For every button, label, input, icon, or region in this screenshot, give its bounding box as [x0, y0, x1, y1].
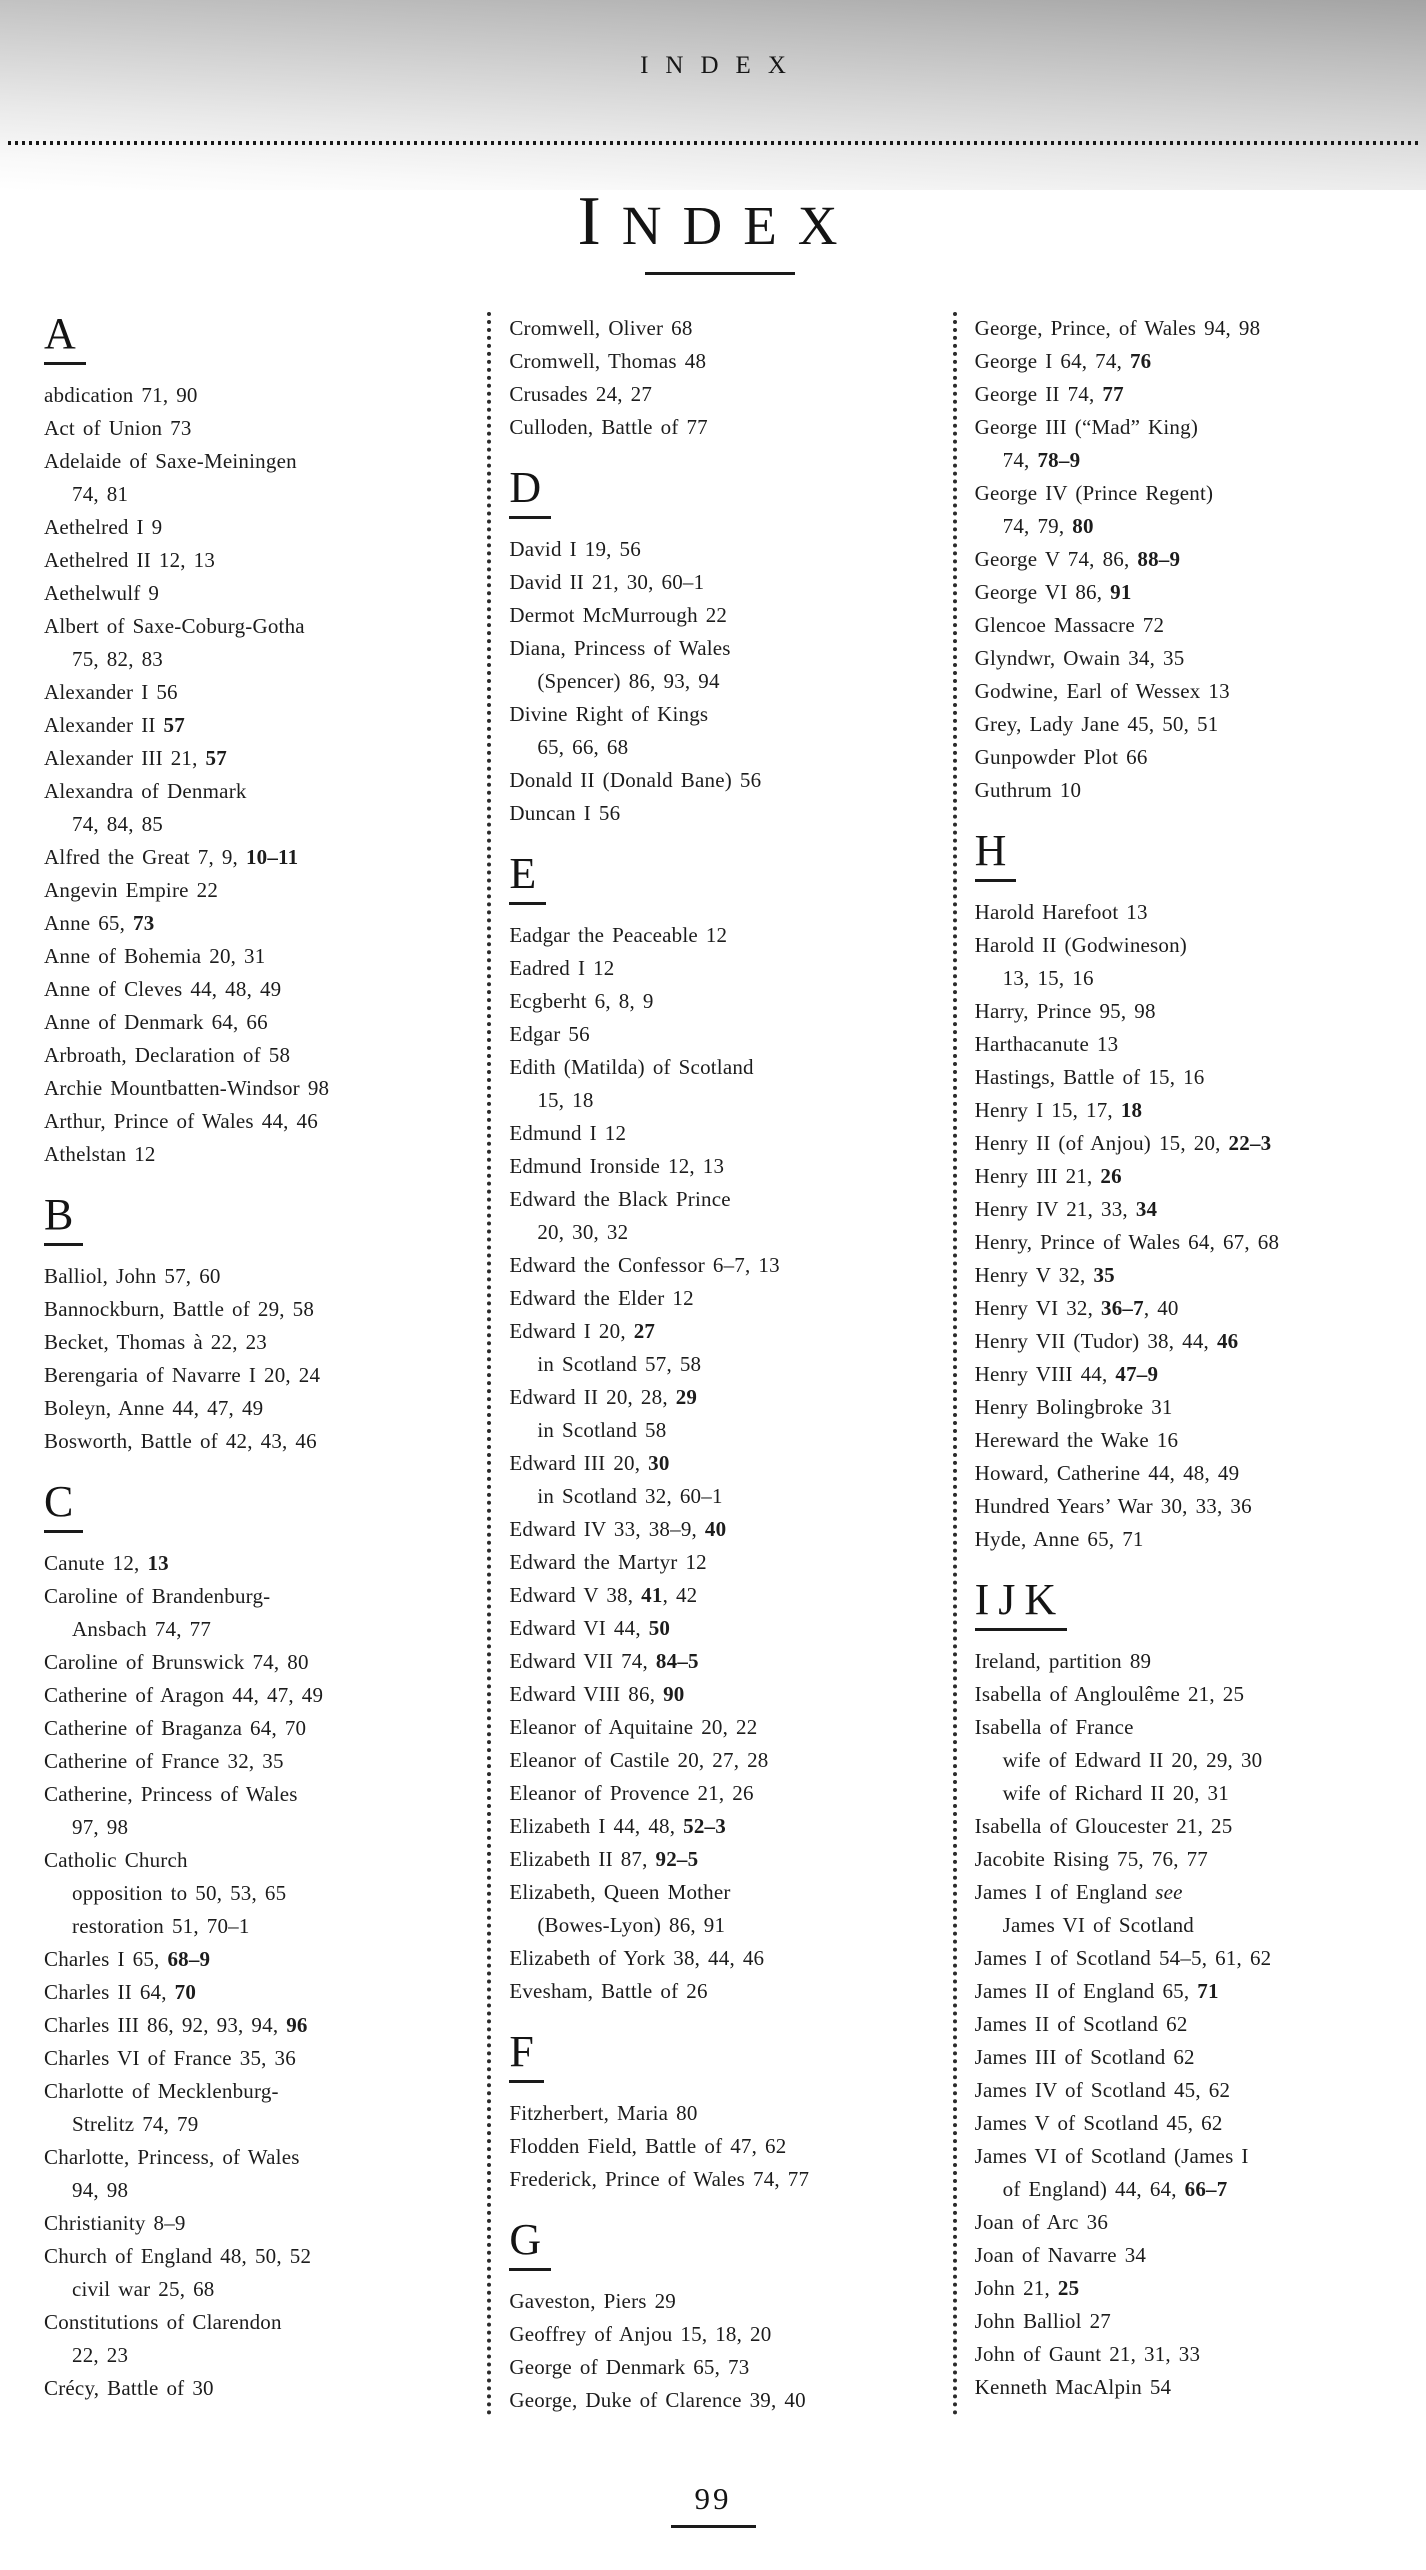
index-entry: Harthacanute 13 [974, 1032, 1119, 1056]
index-entry: Guthrum 10 [974, 778, 1082, 802]
section-letter: F [509, 2030, 543, 2083]
index-entry: Edward the Confessor 6–7, 13 [509, 1253, 780, 1277]
index-entry: Howard, Catherine 44, 48, 49 [974, 1461, 1240, 1485]
index-entry: George of Denmark 65, 73 [509, 2355, 750, 2379]
index-entry: Ireland, partition 89 [974, 1649, 1152, 1673]
running-header: INDEX [640, 52, 803, 79]
index-column [953, 312, 1418, 2417]
index-entry: James VI of Scotland (James I of England) 44, 64, 66–7 [974, 2144, 1249, 2201]
index-entry: Elizabeth, Queen Mother (Bowes-Lyon) 86, 91 [509, 1880, 731, 1937]
index-entry: Act of Union 73 [44, 416, 192, 440]
index-subentry: opposition to 50, 53, 65 [72, 1881, 287, 1905]
index-entry: Alexandra of Denmark 74, 84, 85 [44, 779, 247, 836]
index-entry: John 21, 25 [974, 2276, 1080, 2300]
section-header-a [44, 309, 477, 365]
index-entry: Caroline of Brunswick 74, 80 [44, 1650, 309, 1674]
index-subentry: civil war 25, 68 [72, 2277, 215, 2301]
index-entry: Harry, Prince 95, 98 [974, 999, 1156, 1023]
section-header-h [974, 826, 1408, 882]
index-entry: David II 21, 30, 60–1 [509, 570, 705, 594]
index-entry: Donald II (Donald Bane) 56 [509, 768, 762, 792]
index-entry: Adelaide of Saxe-Meiningen 74, 81 [44, 449, 297, 506]
index-entry: Henry I 15, 17, 18 [974, 1098, 1143, 1122]
index-entry: Church of England 48, 50, 52 [44, 2244, 312, 2268]
index-entry: Fitzherbert, Maria 80 [509, 2101, 698, 2125]
index-entry: Flodden Field, Battle of 47, 62 [509, 2134, 787, 2158]
index-entry: Charlotte, Princess, of Wales 94, 98 [44, 2145, 300, 2202]
index-entry: Diana, Princess of Wales (Spencer) 86, 93, 94 [509, 636, 731, 693]
index-entry: Catherine of France 32, 35 [44, 1749, 284, 1773]
index-entry: David I 19, 56 [509, 537, 641, 561]
index-entry: Elizabeth of York 38, 44, 46 [509, 1946, 765, 1970]
index-entry: Henry Bolingbroke 31 [974, 1395, 1173, 1419]
index-entry: George I 64, 74, 76 [974, 349, 1152, 373]
index-entry: John of Gaunt 21, 31, 33 [974, 2342, 1201, 2366]
index-entry: Hyde, Anne 65, 71 [974, 1527, 1144, 1551]
index-subentry: in Scotland 57, 58 [537, 1352, 702, 1376]
section-letter: G [509, 2218, 551, 2271]
page-footer [0, 2481, 1426, 2528]
index-entry: Edward VII 74, 84–5 [509, 1649, 699, 1673]
section-letter: A [44, 312, 86, 365]
index-entry: Balliol, John 57, 60 [44, 1264, 221, 1288]
index-entry: Joan of Arc 36 [974, 2210, 1109, 2234]
index-entry: Alexander III 21, 57 [44, 746, 227, 770]
page-title: INDEX [577, 183, 859, 260]
index-entry: Henry II (of Anjou) 15, 20, 22–3 [974, 1131, 1272, 1155]
index-entry: Cromwell, Thomas 48 [509, 349, 707, 373]
index-entry: Christianity 8–9 [44, 2211, 186, 2235]
index-entry: Charlotte of Mecklenburg- Strelitz 74, 79 [44, 2079, 279, 2136]
index-entry: Aethelred II 12, 13 [44, 548, 216, 572]
section-letter: H [975, 829, 1017, 882]
index-entry: Anne of Cleves 44, 48, 49 [44, 977, 282, 1001]
index-entry: Alexander I 56 [44, 680, 178, 704]
index-entry: George III (“Mad” King) 74, 78–9 [974, 415, 1199, 472]
index-entry: Gaveston, Piers 29 [509, 2289, 676, 2313]
index-entry: Edward the Black Prince 20, 30, 32 [509, 1187, 731, 1244]
index-entry: Edward IV 33, 38–9, 40 [509, 1517, 727, 1541]
index-entry: Aethelred I 9 [44, 515, 163, 539]
index-entry: Constitutions of Clarendon 22, 23 [44, 2310, 282, 2367]
section-header-g [509, 2215, 942, 2271]
index-entry: James I of Scotland 54–5, 61, 62 [974, 1946, 1272, 1970]
index-entry: Grey, Lady Jane 45, 50, 51 [974, 712, 1219, 736]
index-entry: abdication 71, 90 [44, 383, 198, 407]
index-entry: Henry VII (Tudor) 38, 44, 46 [974, 1329, 1239, 1353]
index-entry: James I of England see James VI of Scotland [974, 1880, 1194, 1937]
index-entry: Anne of Denmark 64, 66 [44, 1010, 268, 1034]
index-entry: Duncan I 56 [509, 801, 621, 825]
index-entry: Edmund Ironside 12, 13 [509, 1154, 725, 1178]
index-entry: Edgar 56 [509, 1022, 590, 1046]
index-entry: Edward VIII 86, 90 [509, 1682, 685, 1706]
index-entry: Caroline of Brandenburg- Ansbach 74, 77 [44, 1584, 271, 1641]
index-entry: Edward I 20, 27 [509, 1319, 656, 1343]
index-entry: Frederick, Prince of Wales 74, 77 [509, 2167, 810, 2191]
index-entry: Godwine, Earl of Wessex 13 [974, 679, 1230, 703]
page-top-shading [0, 0, 1426, 190]
index-entry: Edward II 20, 28, 29 [509, 1385, 698, 1409]
index-subentry: restoration 51, 70–1 [72, 1914, 250, 1938]
index-entry: Henry V 32, 35 [974, 1263, 1115, 1287]
index-entry: Athelstan 12 [44, 1142, 156, 1166]
page-number: 99 [671, 2481, 756, 2528]
section-header-e [509, 849, 942, 905]
section-header-c [44, 1477, 477, 1533]
index-entry: James II of Scotland 62 [974, 2012, 1188, 2036]
index-entry: Eleanor of Castile 20, 27, 28 [509, 1748, 769, 1772]
index-entry: Catherine, Princess of Wales 97, 98 [44, 1782, 298, 1839]
section-letter: D [509, 466, 551, 519]
index-entry: Arthur, Prince of Wales 44, 46 [44, 1109, 318, 1133]
section-header-b [44, 1190, 477, 1246]
index-subentry: wife of Edward II 20, 29, 30 [1002, 1748, 1263, 1772]
index-entry: James II of England 65, 71 [974, 1979, 1219, 2003]
index-entry: Alexander II 57 [44, 713, 185, 737]
index-entry: George, Duke of Clarence 39, 40 [509, 2388, 806, 2412]
section-header-f [509, 2027, 942, 2083]
index-entry: Crécy, Battle of 30 [44, 2376, 214, 2400]
index-entry: Kenneth MacAlpin 54 [974, 2375, 1172, 2399]
index-entry: Catholic Church [44, 1848, 188, 1872]
index-subentry: in Scotland 58 [537, 1418, 667, 1442]
index-entry: Elizabeth II 87, 92–5 [509, 1847, 699, 1871]
index-entry: Edward VI 44, 50 [509, 1616, 671, 1640]
index-entry: James III of Scotland 62 [974, 2045, 1195, 2069]
index-entry: Boleyn, Anne 44, 47, 49 [44, 1396, 264, 1420]
title-underline [645, 272, 795, 275]
index-column [18, 309, 487, 2417]
index-column [487, 312, 952, 2417]
index-entry: Eleanor of Aquitaine 20, 22 [509, 1715, 758, 1739]
index-entry: Ecgberht 6, 8, 9 [509, 989, 654, 1013]
index-entry: Isabella of France [974, 1715, 1134, 1739]
section-letter: E [509, 852, 546, 905]
index-entry: Henry VI 32, 36–7, 40 [974, 1296, 1179, 1320]
index-entry: Berengaria of Navarre I 20, 24 [44, 1363, 321, 1387]
index-entry: Edward V 38, 41, 42 [509, 1583, 698, 1607]
index-entry: Evesham, Battle of 26 [509, 1979, 708, 2003]
index-entry: Hastings, Battle of 15, 16 [974, 1065, 1205, 1089]
index-entry: Aethelwulf 9 [44, 581, 160, 605]
index-entry: James V of Scotland 45, 62 [974, 2111, 1223, 2135]
index-entry: George VI 86, 91 [974, 580, 1132, 604]
index-entry: Alfred the Great 7, 9, 10–11 [44, 845, 299, 869]
index-entry: Albert of Saxe-Coburg-Gotha 75, 82, 83 [44, 614, 305, 671]
index-entry: Edith (Matilda) of Scotland 15, 18 [509, 1055, 754, 1112]
index-entry: Charles VI of France 35, 36 [44, 2046, 296, 2070]
index-entry: Bannockburn, Battle of 29, 58 [44, 1297, 315, 1321]
index-entry: Geoffrey of Anjou 15, 18, 20 [509, 2322, 772, 2346]
index-entry: James IV of Scotland 45, 62 [974, 2078, 1231, 2102]
index-entry: Harold II (Godwineson) 13, 15, 16 [974, 933, 1188, 990]
index-entry: George II 74, 77 [974, 382, 1124, 406]
index-entry: Edward the Martyr 12 [509, 1550, 707, 1574]
section-letter: B [44, 1193, 83, 1246]
index-entry: Hundred Years’ War 30, 33, 36 [974, 1494, 1252, 1518]
index-entry: Edmund I 12 [509, 1121, 627, 1145]
index-entry: Crusades 24, 27 [509, 382, 653, 406]
index-entry: John Balliol 27 [974, 2309, 1111, 2333]
index-entry: Anne 65, 73 [44, 911, 155, 935]
index-entry: Arbroath, Declaration of 58 [44, 1043, 291, 1067]
index-entry: Charles I 65, 68–9 [44, 1947, 211, 1971]
index-entry: Gunpowder Plot 66 [974, 745, 1148, 769]
index-entry: Cromwell, Oliver 68 [509, 316, 693, 340]
index-entry: Edward the Elder 12 [509, 1286, 694, 1310]
index-entry: Jacobite Rising 75, 76, 77 [974, 1847, 1209, 1871]
index-entry: Anne of Bohemia 20, 31 [44, 944, 266, 968]
index-entry: Eadred I 12 [509, 956, 615, 980]
index-entry: Catherine of Braganza 64, 70 [44, 1716, 307, 1740]
index-entry: Bosworth, Battle of 42, 43, 46 [44, 1429, 317, 1453]
index-entry: Elizabeth I 44, 48, 52–3 [509, 1814, 726, 1838]
section-header-ijk [974, 1575, 1408, 1631]
index-entry: George IV (Prince Regent) 74, 79, 80 [974, 481, 1214, 538]
index-columns [18, 309, 1418, 2417]
index-entry: Becket, Thomas à 22, 23 [44, 1330, 268, 1354]
section-letter: IJK [975, 1578, 1068, 1631]
index-entry: Harold Harefoot 13 [974, 900, 1148, 924]
index-entry: Angevin Empire 22 [44, 878, 219, 902]
index-entry: George, Prince, of Wales 94, 98 [974, 316, 1261, 340]
index-entry: Glencoe Massacre 72 [974, 613, 1165, 637]
index-entry: Henry VIII 44, 47–9 [974, 1362, 1159, 1386]
section-letter: C [44, 1480, 83, 1533]
index-entry: Catherine of Aragon 44, 47, 49 [44, 1683, 324, 1707]
index-entry: Edward III 20, 30 [509, 1451, 670, 1475]
index-entry: Charles II 64, 70 [44, 1980, 197, 2004]
index-entry: Culloden, Battle of 77 [509, 415, 708, 439]
index-entry: Archie Mountbatten-Windsor 98 [44, 1076, 330, 1100]
index-entry: Hereward the Wake 16 [974, 1428, 1179, 1452]
index-entry: Eadgar the Peaceable 12 [509, 923, 728, 947]
index-entry: Dermot McMurrough 22 [509, 603, 728, 627]
section-header-d [509, 463, 942, 519]
index-entry: Joan of Navarre 34 [974, 2243, 1147, 2267]
index-entry: Eleanor of Provence 21, 26 [509, 1781, 754, 1805]
index-entry: Glyndwr, Owain 34, 35 [974, 646, 1185, 670]
index-entry: Henry, Prince of Wales 64, 67, 68 [974, 1230, 1280, 1254]
index-entry: Isabella of Gloucester 21, 25 [974, 1814, 1233, 1838]
index-entry: Charles III 86, 92, 93, 94, 96 [44, 2013, 308, 2037]
dotted-divider [8, 141, 1418, 145]
index-entry: Isabella of Angloulême 21, 25 [974, 1682, 1245, 1706]
index-entry: Canute 12, 13 [44, 1551, 169, 1575]
index-subentry: wife of Richard II 20, 31 [1002, 1781, 1229, 1805]
index-entry: George V 74, 86, 88–9 [974, 547, 1181, 571]
index-entry: Divine Right of Kings 65, 66, 68 [509, 702, 709, 759]
index-entry: Henry III 21, 26 [974, 1164, 1122, 1188]
index-entry: Henry IV 21, 33, 34 [974, 1197, 1158, 1221]
index-subentry: in Scotland 32, 60–1 [537, 1484, 723, 1508]
